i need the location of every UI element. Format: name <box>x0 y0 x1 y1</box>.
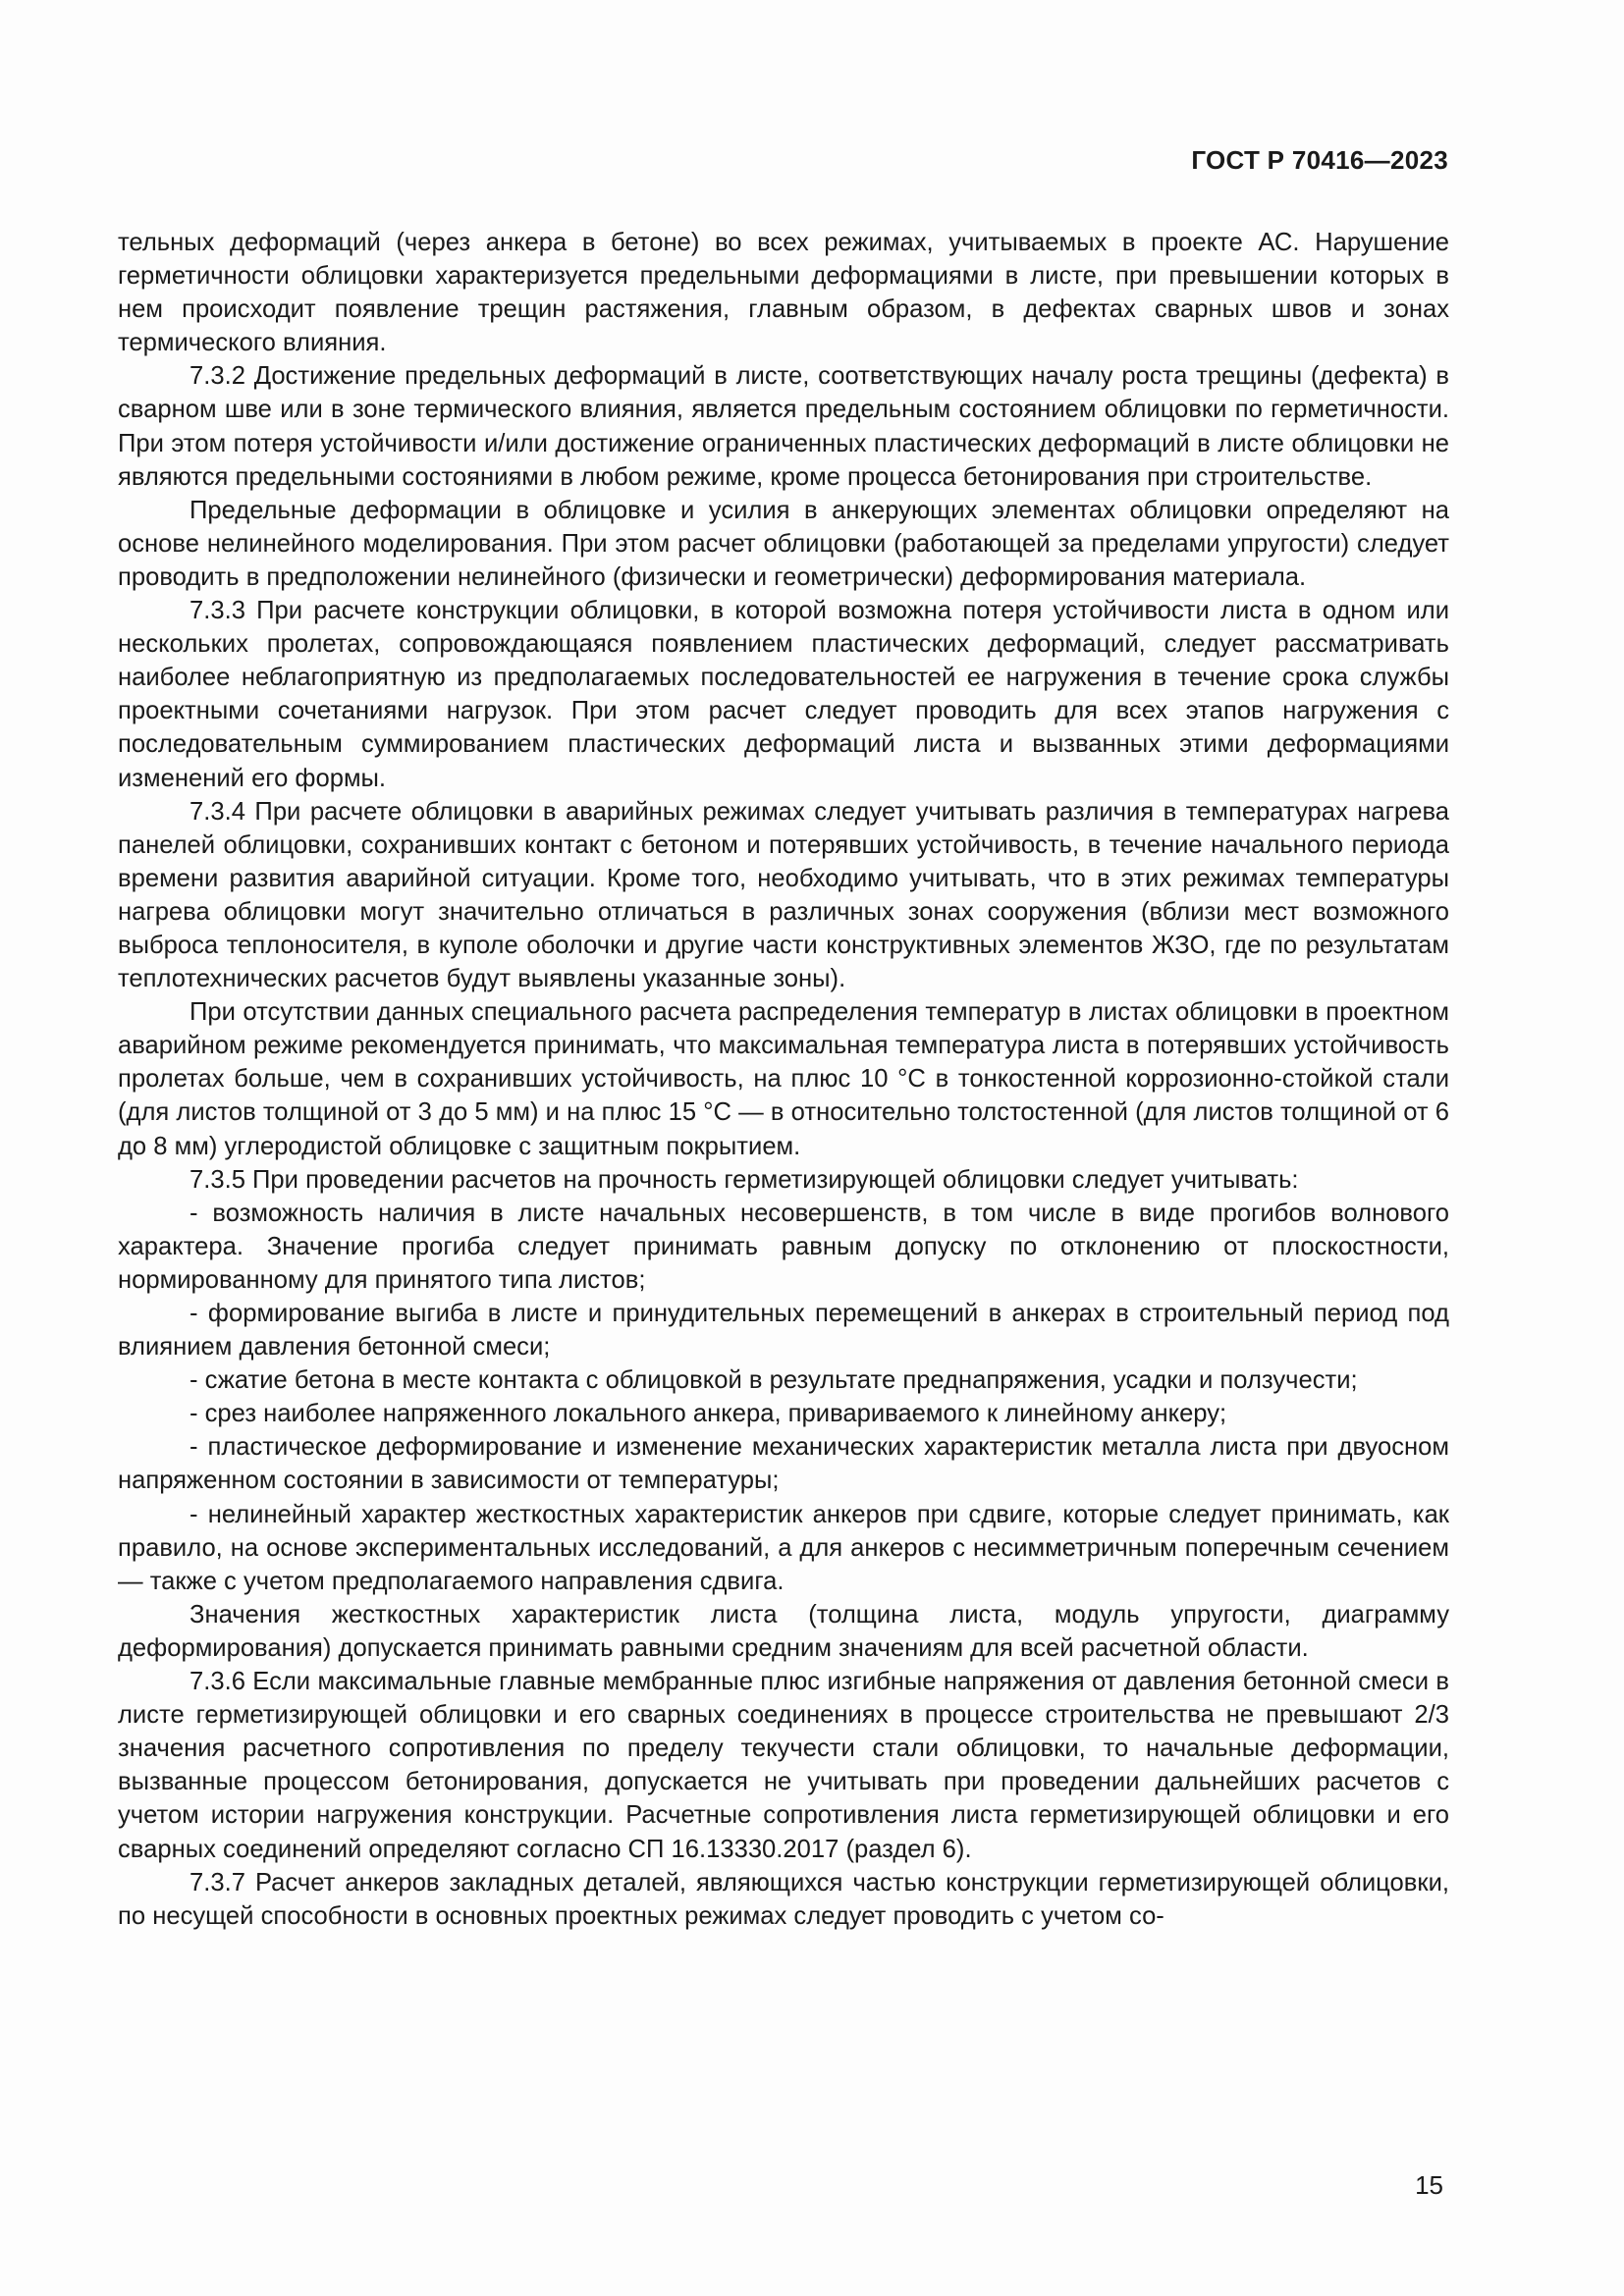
list-item-nonlinear-stiffness: - нелинейный характер жесткостных характеристик анкеров при сдвиге, которые следует принимать, как правило, на основе экспериментальных исследований, а для анкеров с несимметричным поперечным сечением — также с учетом предполагаемого направления сдвига. <box>118 1500 1449 1595</box>
document-id-header: ГОСТ Р 70416—2023 <box>1191 145 1448 175</box>
body-text <box>118 226 1449 1933</box>
paragraph-7-3-7: 7.3.7 Расчет анкеров закладных деталей, являющихся частью конструкции герметизирующей облицовки, по несущей способности в основных проектных режимах следует проводить с учетом со- <box>118 1868 1449 1930</box>
paragraph-temperature-distribution: При отсутствии данных специального расчета распределения температур в листах облицовки в проектном аварийном режиме рекомендуется принимать, что максимальная температура листа в потерявших устойчивость пролетах больше, чем в сохранивших устойчивость, на плюс 10 °С в тонкостенной коррозионно-стойкой стали (для листов толщиной от 3 до 5 мм) и на плюс 15 °С — в относительно толстостенной (для листов толщиной от 6 до 8 мм) углеродистой облицовке с защитным покрытием. <box>118 998 1449 1160</box>
paragraph-7-3-5: 7.3.5 При проведении расчетов на прочность герметизирующей облицовки следует учитывать: <box>189 1165 1299 1194</box>
list-item-plastic-deformation: - пластическое деформирование и изменение механических характеристик металла листа при двуосном напряженном состоянии в зависимости от температуры; <box>118 1433 1449 1495</box>
list-item-initial-imperfections: - возможность наличия в листе начальных несовершенств, в том числе в виде прогибов волнового характера. Значение прогиба следует принимать равным допуску по отклонению от плоскостности, нормированному для принятого типа листов; <box>118 1199 1449 1294</box>
paragraph-continuation: тельных деформаций (через анкера в бетоне) во всех режимах, учитываемых в проекте АС. Нарушение герметичности облицовки характеризуется предельными деформациями в листе, при превышении которых в нем происходит появление трещин растяжения, главным образом, в дефектах сварных швов и зонах термического влияния. <box>118 229 1449 357</box>
list-item-anchor-shear: - срез наиболее напряженного локального анкера, привариваемого к линейному анкеру; <box>189 1400 1227 1428</box>
paragraph-7-3-4: 7.3.4 При расчете облицовки в аварийных режимах следует учитывать различия в температурах нагрева панелей облицовки, сохранивших контакт с бетоном и потерявших устойчивость, в течение начального периода времени развития аварийной ситуации. Кроме того, необходимо учитывать, что в этих режимах температуры нагрева облицовки могут значительно отличаться в различных зонах сооружения (вблизи мест возможного выброса теплоносителя, в куполе оболочки и другие части конструктивных элементов ЖЗО, где по результатам теплотехнических расчетов будут выявлены указанные зоны). <box>118 797 1449 993</box>
paragraph-stiffness-values: Значения жесткостных характеристик листа (толщина листа, модуль упругости, диаграмму деформирования) допускается принимать равными средним значениям для всей расчетной области. <box>118 1600 1449 1662</box>
page-number: 15 <box>1415 2170 1443 2200</box>
paragraph-7-3-3: 7.3.3 При расчете конструкции облицовки, в которой возможна потеря устойчивости листа в одном или нескольких пролетах, сопровождающаяся появлением пластических деформаций, следует рассматривать наиболее неблагоприятную из предполагаемых последовательностей ее нагружения в течение срока службы проектными сочетаниями нагрузок. При этом расчет следует проводить для всех этапов нагружения с последовательным суммированием пластических деформаций листа и вызванных этими деформациями изменений его формы. <box>118 597 1449 792</box>
paragraph-7-3-6: 7.3.6 Если максимальные главные мембранные плюс изгибные напряжения от давления бетонной смеси в листе герметизирующей облицовки и его сварных соединениях в процессе строительства не превышают 2/3 значения расчетного сопротивления по пределу текучести стали облицовки, то начальные деформации, вызванные процессом бетонирования, допускается не учитывать при проведении дальнейших расчетов с учетом истории нагружения конструкции. Расчетные сопротивления листа герметизирующей облицовки и его сварных соединений определяют согласно СП 16.13330.2017 (раздел 6). <box>118 1668 1449 1863</box>
paragraph-limit-deformations: Предельные деформации в облицовке и усилия в анкерующих элементах облицовки определяют на основе нелинейного моделирования. При этом расчет облицовки (работающей за пределами упругости) следует проводить в предположении нелинейного (физически и геометрически) деформирования материала. <box>118 496 1449 591</box>
list-item-concrete-compression: - сжатие бетона в месте контакта с облицовкой в результате преднапряжения, усадки и ползучести; <box>189 1366 1358 1395</box>
list-item-bending-formation: - формирование выгиба в листе и принудительных перемещений в анкерах в строительный период под влиянием давления бетонной смеси; <box>118 1300 1449 1362</box>
paragraph-7-3-2: 7.3.2 Достижение предельных деформаций в листе, соответствующих началу роста трещины (дефекта) в сварном шве или в зоне термического влияния, является предельным состоянием облицовки по герметичности. При этом потеря устойчивости и/или достижение ограниченных пластических деформаций в листе облицовки не являются предельными состояниями в любом режиме, кроме процесса бетонирования при строительстве. <box>118 362 1449 491</box>
